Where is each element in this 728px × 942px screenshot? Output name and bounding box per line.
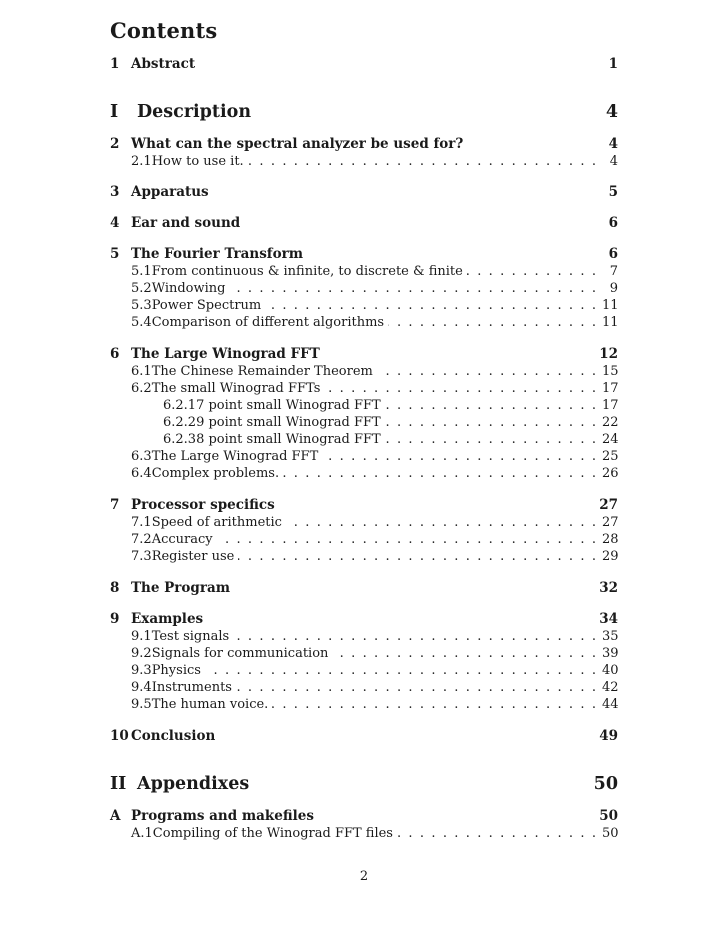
toc-entry-page: 49 (599, 728, 618, 744)
toc-entry-title: The Large Winograd FFT (151, 449, 319, 464)
toc-entry-title: Comparison of different algorithms (151, 315, 385, 330)
toc-entry-number: 5.1 (131, 264, 152, 279)
toc-entry-title: Physics (151, 663, 201, 678)
toc-section-entry[interactable] (110, 56, 618, 73)
toc-entry-number: 6.3 (131, 449, 152, 464)
toc-entry-page: 11 (602, 315, 619, 330)
toc-dot-leader (248, 153, 596, 170)
toc-entry-number: 7.2 (131, 532, 152, 547)
toc-entry-number: 9.2 (131, 646, 152, 661)
toc-subsubsection-entry[interactable] (110, 414, 618, 431)
toc-entry-page: 6 (608, 246, 618, 262)
toc-entry-page: 4 (608, 136, 618, 152)
toc-entry-number: 1 (110, 56, 120, 72)
toc-entry-number: 2 (110, 136, 120, 152)
toc-entry-page: 26 (602, 466, 619, 481)
toc-entry-page: 17 (602, 398, 619, 413)
toc-entry-title: Conclusion (131, 728, 216, 744)
toc-entry-page: 4 (605, 102, 618, 122)
toc-entry-title: The Chinese Remainder Theorem (151, 364, 373, 379)
toc-subsubsection-entry[interactable] (110, 431, 618, 448)
toc-subsection-entry[interactable] (110, 297, 618, 314)
toc-entry-title: Ear and sound (131, 215, 241, 231)
toc-entry-title: The Fourier Transform (131, 246, 304, 262)
toc-entry-page: 11 (602, 298, 619, 313)
toc-entry-title: Complex problems. (151, 466, 280, 481)
toc-entry-title: Signals for communication (151, 646, 329, 661)
toc-dot-leader (217, 531, 596, 548)
toc-dot-leader (238, 548, 596, 565)
toc-entry-title: The small Winograd FFTs (151, 381, 321, 396)
toc-entry-number: 7.3 (131, 549, 152, 564)
toc-entry-number: 7.1 (131, 515, 152, 530)
toc-dot-leader (385, 431, 596, 448)
toc-dot-leader (385, 414, 596, 431)
toc-subsection-entry[interactable] (110, 825, 618, 842)
toc-entry-page: 22 (602, 415, 619, 430)
toc-entry-title: Instruments (151, 680, 232, 695)
toc-section-entry[interactable] (110, 497, 618, 514)
toc-entry-title: Accuracy (151, 532, 213, 547)
toc-entry-number: 8 (110, 580, 120, 596)
toc-entry-page: 50 (602, 826, 619, 841)
toc-section-entry[interactable] (110, 215, 618, 232)
toc-subsection-entry[interactable] (110, 280, 618, 297)
toc-dot-leader (385, 397, 596, 414)
toc-entry-title: 9 point small Winograd FFT (196, 415, 381, 430)
toc-dot-leader (236, 679, 596, 696)
toc-dot-leader (283, 465, 596, 482)
toc-dot-leader (233, 628, 596, 645)
toc-subsection-entry[interactable] (110, 380, 618, 397)
toc-entry-page: 1 (608, 56, 618, 72)
toc-entry-page: 27 (602, 515, 619, 530)
toc-entry-page: 42 (602, 680, 619, 695)
toc-entry-title: Description (137, 102, 252, 122)
toc-entry-page: 44 (602, 697, 619, 712)
toc-entry-number: 9.1 (131, 629, 152, 644)
toc-entry-page: 5 (608, 184, 618, 200)
toc-entry-number: 9.4 (131, 680, 152, 695)
toc-subsection-entry[interactable] (110, 548, 618, 565)
toc-entry-title: The Program (131, 580, 231, 596)
toc-entry-number: 6.2.1 (163, 398, 197, 413)
toc-subsection-entry[interactable] (110, 531, 618, 548)
toc-subsection-entry[interactable] (110, 363, 618, 380)
toc-entry-page: 50 (593, 774, 618, 794)
toc-entry-number: 6.2.3 (163, 432, 197, 447)
toc-entry-number: 2.1 (131, 154, 152, 169)
toc-entry-title: 7 point small Winograd FFT (196, 398, 381, 413)
toc-section-entry[interactable] (110, 246, 618, 263)
toc-entry-title: The human voice. (151, 697, 269, 712)
toc-entry-number: 5.2 (131, 281, 152, 296)
toc-part-entry[interactable] (110, 101, 618, 123)
toc-entry-number: 6.2.2 (163, 415, 197, 430)
toc-entry-title: The Large Winograd FFT (131, 346, 320, 362)
toc-entry-page: 7 (609, 264, 618, 279)
toc-subsection-entry[interactable] (110, 662, 618, 679)
toc-entry-title: Abstract (131, 56, 196, 72)
toc-dot-leader (322, 448, 596, 465)
toc-section-entry[interactable] (110, 184, 618, 201)
toc-entry-title: 8 point small Winograd FFT (196, 432, 381, 447)
toc-dot-leader (205, 662, 596, 679)
toc-entry-page: 40 (602, 663, 619, 678)
toc-entry-page: 27 (599, 497, 618, 513)
toc-dot-leader (265, 297, 596, 314)
toc-entry-page: 24 (602, 432, 619, 447)
toc-subsection-entry[interactable] (110, 514, 618, 531)
toc-entry-title: Programs and makefiles (131, 808, 314, 824)
toc-section-entry[interactable] (110, 136, 618, 153)
toc-entry-page: 6 (608, 215, 618, 231)
toc-entry-page: 34 (599, 611, 618, 627)
toc-dot-leader (467, 263, 596, 280)
toc-entry-page: 9 (609, 281, 618, 296)
toc-entry-title: Windowing (151, 281, 226, 296)
toc-dot-leader (388, 314, 596, 331)
toc-entry-number: I (110, 102, 119, 122)
toc-section-entry[interactable] (110, 808, 618, 825)
toc-entry-page: 12 (599, 346, 618, 362)
toc-subsection-entry[interactable] (110, 696, 618, 713)
toc-subsection-entry[interactable] (110, 465, 618, 482)
toc-entry-number: 5.4 (131, 315, 152, 330)
toc-entry-number: 9 (110, 611, 120, 627)
toc-entry-title: Power Spectrum (151, 298, 262, 313)
toc-entry-number: 3 (110, 184, 120, 200)
toc-entry-title: From continuous & infinite, to discrete & finite (151, 264, 463, 279)
toc-section-entry[interactable] (110, 611, 618, 628)
toc-entry-page: 4 (609, 154, 618, 169)
toc-entry-title: Compiling of the Winograd FFT files (152, 826, 393, 841)
toc-entry-number: 7 (110, 497, 120, 513)
toc-entry-page: 17 (602, 381, 619, 396)
toc-entry-title: Speed of arithmetic (151, 515, 282, 530)
toc-entry-page: 28 (602, 532, 619, 547)
toc-entry-title: Processor specifics (131, 497, 275, 513)
toc-dot-leader (324, 380, 596, 397)
toc-entry-page: 25 (602, 449, 619, 464)
toc-entry-number: A (110, 808, 121, 824)
toc-part-entry[interactable] (110, 773, 618, 795)
toc-entry-number: 4 (110, 215, 120, 231)
toc-entry-number: 5 (110, 246, 120, 262)
toc-entry-number: 6.1 (131, 364, 152, 379)
toc-entry-page: 32 (599, 580, 618, 596)
toc-entry-number: II (110, 774, 127, 794)
toc-subsection-entry[interactable] (110, 314, 618, 331)
contents-heading: Contents (110, 18, 218, 43)
toc-dot-leader (332, 645, 596, 662)
toc-entry-number: 6.2 (131, 381, 152, 396)
toc-subsection-entry[interactable] (110, 645, 618, 662)
toc-subsection-entry[interactable] (110, 263, 618, 280)
toc-entry-number: 10 (110, 728, 129, 744)
toc-section-entry[interactable] (110, 728, 618, 745)
toc-entry-title: Examples (131, 611, 204, 627)
toc-subsection-entry[interactable] (110, 679, 618, 696)
toc-entry-number: A.1 (131, 826, 153, 841)
toc-subsection-entry[interactable] (110, 153, 618, 170)
toc-entry-number: 9.5 (131, 697, 152, 712)
toc-subsection-entry[interactable] (110, 448, 618, 465)
toc-entry-title: Test signals (151, 629, 230, 644)
toc-section-entry[interactable] (110, 580, 618, 597)
toc-dot-leader (397, 825, 596, 842)
toc-dot-leader (377, 363, 596, 380)
toc-entry-number: 6 (110, 346, 120, 362)
page-number: 2 (359, 869, 369, 884)
toc-dot-leader (272, 696, 596, 713)
toc-dot-leader (286, 514, 596, 531)
toc-entry-title: Apparatus (131, 184, 209, 200)
toc-entry-page: 15 (602, 364, 619, 379)
toc-section-entry[interactable] (110, 346, 618, 363)
toc-subsection-entry[interactable] (110, 628, 618, 645)
toc-entry-page: 39 (602, 646, 619, 661)
toc-entry-title: How to use it. (151, 154, 244, 169)
toc-entry-page: 35 (602, 629, 619, 644)
toc-entry-title: Register use (151, 549, 235, 564)
toc-entry-number: 6.4 (131, 466, 152, 481)
toc-entry-title: Appendixes (137, 774, 250, 794)
toc-entry-page: 50 (599, 808, 618, 824)
toc-entry-page: 29 (602, 549, 619, 564)
toc-dot-leader (229, 280, 596, 297)
toc-subsubsection-entry[interactable] (110, 397, 618, 414)
toc-entry-title: What can the spectral analyzer be used for? (131, 136, 464, 152)
toc-entry-number: 9.3 (131, 663, 152, 678)
toc-entry-number: 5.3 (131, 298, 152, 313)
